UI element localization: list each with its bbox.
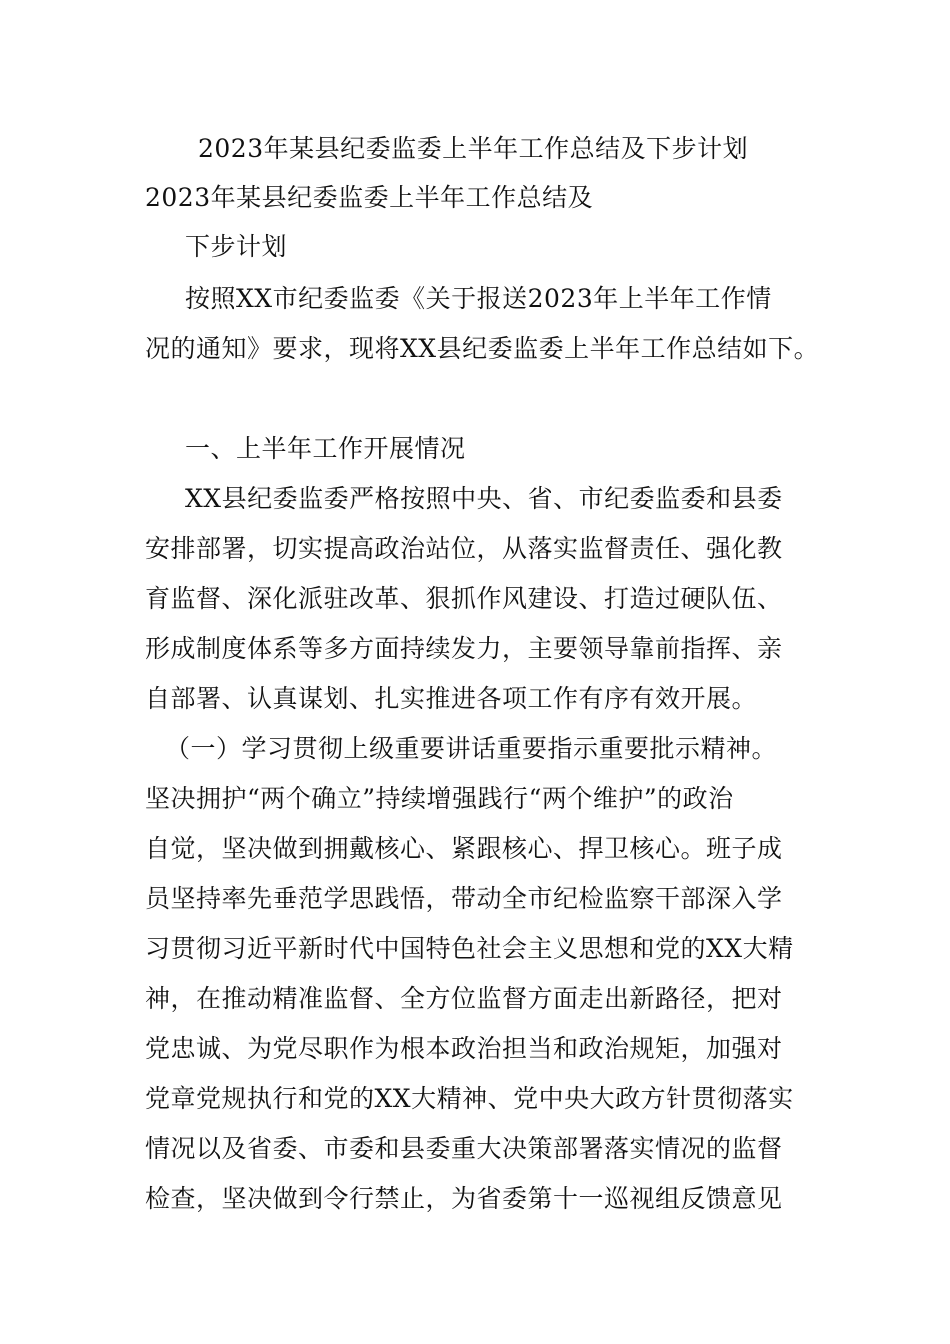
subsection-1-line: 党忠诚、为党尽职作为根本政治担当和政治规矩，加强对 bbox=[145, 1034, 783, 1063]
section-1-paragraph-line: XX县纪委监委严格按照中央、省、市纪委监委和县委 bbox=[185, 484, 783, 513]
document-title: 2023年某县纪委监委上半年工作总结及下步计划 bbox=[198, 134, 749, 163]
document-subtitle-line-2: 下步计划 bbox=[185, 232, 288, 261]
section-1-paragraph-line: 形成制度体系等多方面持续发力，主要领导靠前指挥、亲 bbox=[145, 634, 783, 663]
subsection-1-line: 党章党规执行和党的XX大精神、党中央大政方针贯彻落实 bbox=[145, 1084, 794, 1113]
section-1-paragraph-line: 安排部署，切实提高政治站位，从落实监督责任、强化教 bbox=[145, 534, 783, 563]
subsection-1-line: 神，在推动精准监督、全方位监督方面走出新路径，把对 bbox=[145, 984, 783, 1013]
intro-line-2: 况的通知》要求，现将XX县纪委监委上半年工作总结如下。 bbox=[145, 334, 820, 363]
section-1-paragraph-line: 育监督、深化派驻改革、狠抓作风建设、打造过硬队伍、 bbox=[145, 584, 783, 613]
document-subtitle-line-1: 2023年某县纪委监委上半年工作总结及 bbox=[145, 183, 594, 212]
intro-line-1: 按照XX市纪委监委《关于报送2023年上半年工作情 bbox=[185, 284, 772, 313]
subsection-1-line: 情况以及省委、市委和县委重大决策部署落实情况的监督 bbox=[145, 1134, 783, 1163]
subsection-1-line: （一）学习贯彻上级重要讲话重要指示重要批示精神。 bbox=[165, 734, 778, 763]
section-1-heading: 一、上半年工作开展情况 bbox=[185, 434, 466, 463]
subsection-1-line: 习贯彻习近平新时代中国特色社会主义思想和党的XX大精 bbox=[145, 934, 794, 963]
section-1-paragraph-line: 自部署、认真谋划、扎实推进各项工作有序有效开展。 bbox=[145, 684, 758, 713]
subsection-1-line: 坚决拥护“两个确立”持续增强践行“两个维护”的政治 bbox=[145, 784, 734, 813]
subsection-1-line: 自觉，坚决做到拥戴核心、紧跟核心、捍卫核心。班子成 bbox=[145, 834, 783, 863]
subsection-1-line: 员坚持率先垂范学思践悟，带动全市纪检监察干部深入学 bbox=[145, 884, 783, 913]
subsection-1-line: 检查，坚决做到令行禁止，为省委第十一巡视组反馈意见 bbox=[145, 1184, 783, 1213]
